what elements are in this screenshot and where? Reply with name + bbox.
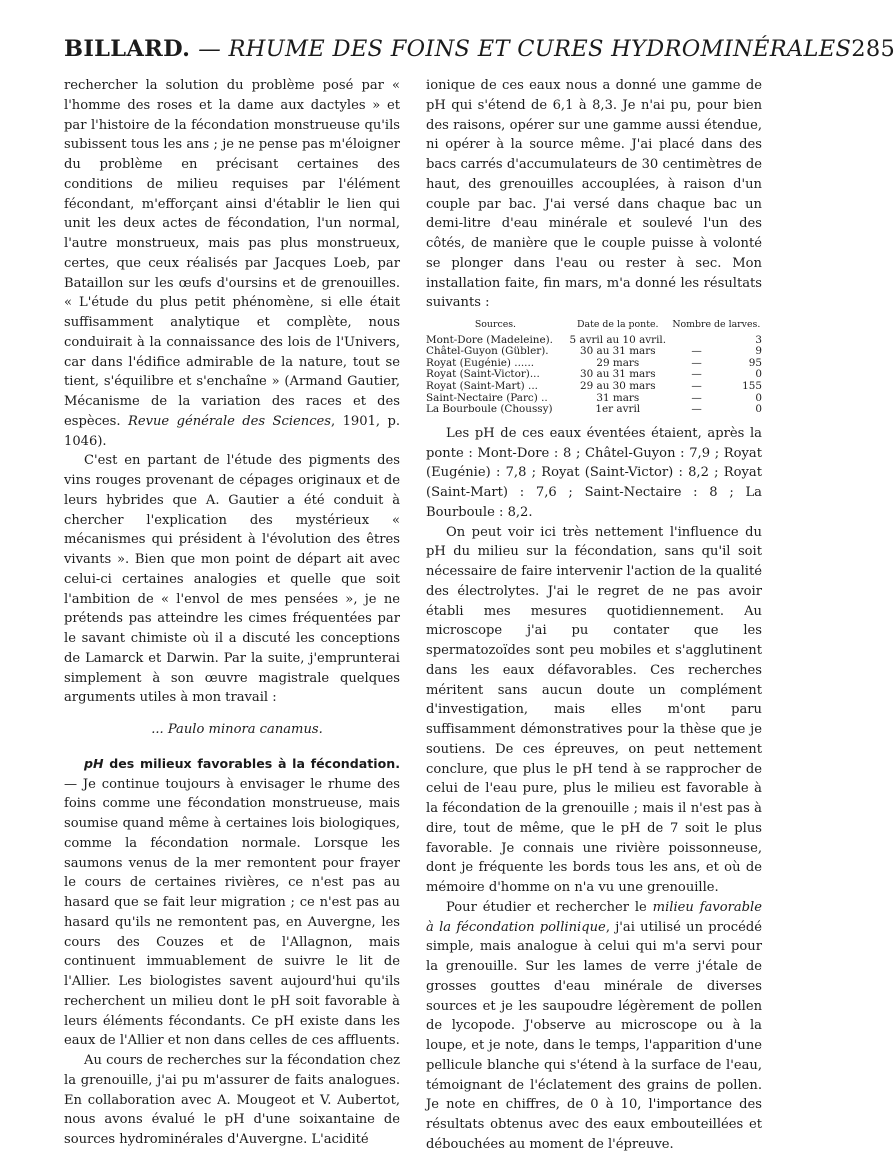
table-header: Date de la ponte.: [577, 319, 659, 330]
results-table: [426, 319, 762, 416]
paragraph: ionique de ces eaux nous a donné une gamme de pH qui s'étend de 6,1 à 8,3. Je n'ai pu, pour bien des raisons, opérer sur une gamme aussi étendue, ni opérer à la source même. J'ai placé dans des bacs carrés d'accumulateurs de 30 centimètres de haut, des grenouilles accouplées, à raison d'un couple par bac. J'ai versé dans chaque bac un demi-litre d'eau minérale et soulevé l'un des côtés, de manière que le couple puisse à volonté se plonger dans l'eau ou rester à sec. Mon installation faite, fin mars, m'a donné les résultats suivants :: [426, 78, 762, 311]
table-row: La Bourboule (Choussy) 1er avril — 0: [426, 403, 762, 416]
left-column: [64, 76, 400, 1155]
running-head-title: — RHUME DES FOINS ET CURES HYDROMINÉRALES: [198, 36, 852, 62]
running-head-author: BILLARD.: [64, 36, 191, 62]
running-head: [64, 36, 895, 62]
table-row: Royat (Eugénie) ...... 29 mars — 95: [426, 356, 762, 369]
section-heading: pH des milieux favorables à la fécondation.: [84, 755, 400, 771]
table-header: Nombre de larves.: [672, 319, 761, 330]
citation-journal: Revue générale des Sciences: [127, 413, 332, 429]
table-row: Royat (Saint-Mart) ... 29 au 30 mars — 155: [426, 379, 762, 392]
paragraph: Pour étudier et rechercher le milieu favorable à la fécondation pollinique, j'ai utilisé un procédé simple, mais analogue à celui qui m'a servi pour la grenouille. Sur les lames de verre j'étale de grosses gouttes d'eau minérale de diverses sources et je les saupoudre légèrement de pollen de lycopode. J'observe au microscope ou à la loupe, et je note, dans le temps, l'apparition d'une pellicule blanche qui s'étend à la surface de l'eau, témoignant de l'éclatement des grains de pollen. Je note en chiffres, de 0 à 10, l'importance des résultats obtenus avec des eaux embouteillées et débouchées au moment de l'épreuve.: [426, 899, 763, 1152]
table-header-row: [426, 319, 762, 335]
page-number: 285: [851, 36, 895, 62]
paragraph: Au cours de recherches sur la fécondation chez la grenouille, j'ai pu m'assurer de faits analogues. En collaboration avec A. Mougeot et V. Aubertot, nous avons évalué le pH d'une soixantaine de sources hydrominérales d'Auvergne. L'acidité: [64, 1053, 400, 1147]
paragraph: Les pH de ces eaux éventées étaient, après la ponte : Mont-Dore : 8 ; Châtel-Guyon : 7,9 ; Royat (Eugénie) : 7,8 ; Royat (Saint-Victor) : 8,2 ; Royat (Saint-Mart) : 7,6 ; Saint-Nectaire : 8 ; La Bourboule : 8,2.: [426, 425, 762, 520]
table-row: Saint-Nectaire (Parc) .. 31 mars — 0: [426, 391, 762, 404]
table-row: Châtel-Guyon (Gübler). 30 au 31 mars — 9: [426, 345, 762, 358]
latin-quote: ... Paulo minora canamus.: [151, 722, 323, 737]
ph-symbol: pH: [84, 755, 104, 771]
section-paragraph: pH des milieux favorables à la fécondation. — Je continue toujours à envisager le rhume des foins comme une fécondation monstrueuse, mais soumise quand même à certaines lois biologiques, comme la fécondation normale. Lorsque les saumons venus de la mer remontent pour frayer le cours de certaines rivières, ce n'est pas au hasard que se fait leur migration ; ce n'est pas au hasard qu'ils ne remontent pas, en Auvergne, les cours des Couzes et de l'Allagnon, mais continuent immuablement de suivre le lit de l'Allier. Les biologistes savent aujourd'hui qu'ils recherchent un milieu dont le pH soit favorable à leurs éléments fécondants. Ce pH existe dans les eaux de l'Allier et non dans celles de ces affluents.: [64, 755, 400, 1049]
table-header: Sources.: [474, 319, 517, 330]
emphasis: milieu favorable à la fécondation pollinique: [426, 899, 762, 935]
two-column-body: [64, 76, 762, 1155]
right-column: [426, 76, 762, 1155]
table-row: Mont-Dore (Madeleine). 5 avril au 10 avril. 3: [426, 333, 762, 346]
paragraph: On peut voir ici très nettement l'influence du pH du milieu sur la fécondation, sans qu'il soit nécessaire de faire intervenir l'action de la qualité des électrolytes. J'ai le regret de ne pas avoir établi mes mesures quotidiennement. Au microscope j'ai pu contater que les spermatozoïdes sont peu mobiles et s'agglutinent dans les eaux défavorables. Ces recherches méritent sans aucun doute un complément d'investigation, mais elles m'ont paru suffisamment démonstratives pour la thèse que je soutiens. De ces épreuves, on peut nettement conclure, que plus le pH tend à se rapprocher de celui de l'eau pure, plus le milieu est favorable à la fécondation de la grenouille ; mais il n'est pas à dire, tout de même, que le pH de 7 soit le plus favorable. Je connais une rivière poissonneuse, dont je fréquente les bords tous les ans, et où de mémoire d'homme on n'a vu une grenouille.: [426, 524, 762, 895]
table-row: Royat (Saint-Victor)... 30 au 31 mars — 0: [426, 368, 762, 381]
paragraph: C'est en partant de l'étude des pigments des vins rouges provenant de cépages originaux et de leurs hybrides que A. Gautier a été conduit à chercher l'explication des mystérieux « mécanismes qui président à l'évolution des êtres vivants ». Bien que mon point de départ ait avec celui-ci certaines analogies et quelle que soit l'ambition de « l'envol de mes pensées », je ne prétends pas atteindre les cimes fréquentées par le savant chimiste où il a discuté les conceptions de Lamarck et Darwin. Par la suite, j'emprunterai simplement à son œuvre magistrale quelques arguments utiles à mon travail :: [64, 453, 400, 706]
paragraph: rechercher la solution du problème posé par « l'homme des roses et la dame aux dactyles » et par l'histoire de la fécondation monstrueuse qu'ils subissent tous les ans ; je ne pense pas m'éloigner du problème en précisant certaines des conditions de milieu requises par l'élément fécondant, m'efforçant ainsi d'établir le lien qui unit les deux actes de fécondation, l'un normal, l'autre monstrueux, mais pas plus monstrueux, certes, que ceux réalisés par Jacques Loeb, par Bataillon sur les œufs d'oursins et de grenouilles. « L'étude du plus petit phénomène, si elle était suffisamment analytique et complète, nous conduirait à la connaissance des lois de l'Univers, car dans l'édifice admirable de la nature, tout se tient, s'équilibre et s'enchaîne » (Armand Gautier, Mécanisme de la variation des races et des espèces. Revue générale des Sciences, 1901, p. 1046).: [64, 78, 401, 449]
